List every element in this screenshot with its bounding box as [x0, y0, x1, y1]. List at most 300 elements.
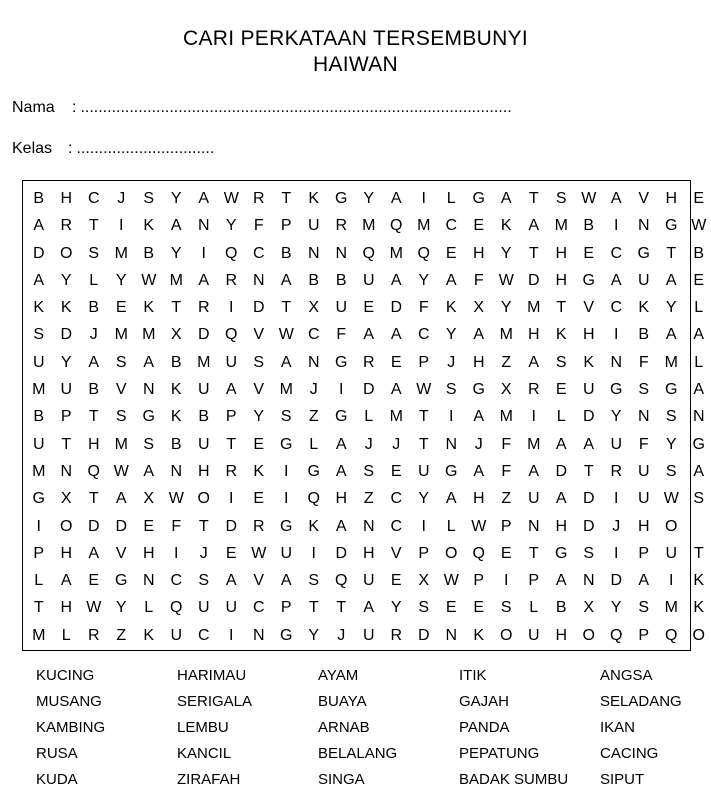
- grid-letter[interactable]: W: [278, 326, 294, 344]
- grid-letter[interactable]: A: [88, 353, 100, 371]
- grid-letter[interactable]: J: [612, 517, 621, 535]
- grid-letter[interactable]: A: [665, 271, 677, 289]
- grid-letter[interactable]: N: [527, 517, 540, 535]
- grid-letter[interactable]: T: [693, 544, 704, 562]
- grid-letter[interactable]: S: [115, 408, 127, 426]
- grid-letter[interactable]: S: [638, 381, 650, 399]
- grid-letter[interactable]: H: [197, 462, 210, 480]
- grid-letter[interactable]: Y: [445, 326, 457, 344]
- grid-letter[interactable]: A: [528, 217, 540, 235]
- grid-letter[interactable]: F: [473, 271, 484, 289]
- grid-letter[interactable]: A: [363, 599, 375, 617]
- grid-letter[interactable]: T: [171, 299, 182, 317]
- grid-letter[interactable]: M: [32, 381, 46, 399]
- grid-letter[interactable]: D: [32, 244, 45, 262]
- grid-letter[interactable]: I: [284, 462, 289, 480]
- grid-letter[interactable]: T: [528, 190, 539, 207]
- grid-letter[interactable]: Y: [308, 626, 320, 644]
- grid-letter[interactable]: D: [362, 381, 375, 399]
- grid-letter[interactable]: G: [582, 271, 595, 289]
- grid-letter[interactable]: R: [335, 217, 348, 235]
- grid-letter[interactable]: U: [307, 217, 320, 235]
- grid-letter[interactable]: Y: [418, 490, 430, 508]
- grid-letter[interactable]: J: [364, 435, 373, 453]
- grid-letter[interactable]: Y: [418, 271, 430, 289]
- grid-letter[interactable]: M: [664, 353, 678, 371]
- grid-letter[interactable]: E: [473, 599, 485, 617]
- grid-letter[interactable]: H: [555, 271, 568, 289]
- grid-letter[interactable]: E: [363, 299, 375, 317]
- grid-letter[interactable]: Y: [60, 271, 72, 289]
- grid-letter[interactable]: K: [693, 599, 705, 617]
- grid-letter[interactable]: M: [114, 326, 128, 344]
- grid-letter[interactable]: Y: [665, 299, 677, 317]
- grid-letter[interactable]: S: [665, 408, 677, 426]
- grid-letter[interactable]: E: [225, 544, 237, 562]
- grid-letter[interactable]: P: [418, 544, 430, 562]
- grid-letter[interactable]: U: [582, 381, 595, 399]
- grid-letter[interactable]: J: [337, 626, 346, 644]
- grid-letter[interactable]: K: [33, 299, 45, 317]
- grid-letter[interactable]: N: [252, 271, 265, 289]
- grid-letter[interactable]: L: [446, 190, 456, 207]
- grid-letter[interactable]: A: [363, 326, 375, 344]
- grid-letter[interactable]: C: [87, 190, 100, 207]
- grid-letter[interactable]: Y: [610, 599, 622, 617]
- grid-letter[interactable]: S: [445, 381, 457, 399]
- grid-letter[interactable]: M: [142, 326, 156, 344]
- grid-letter[interactable]: G: [32, 490, 45, 508]
- grid-letter[interactable]: U: [665, 544, 678, 562]
- grid-letter[interactable]: U: [335, 299, 348, 317]
- grid-letter[interactable]: C: [445, 217, 458, 235]
- grid-letter[interactable]: X: [500, 381, 512, 399]
- grid-letter[interactable]: M: [554, 217, 568, 235]
- grid-letter[interactable]: S: [143, 435, 155, 453]
- grid-letter[interactable]: Q: [335, 572, 348, 590]
- grid-letter[interactable]: S: [198, 572, 210, 590]
- grid-letter[interactable]: Q: [417, 244, 430, 262]
- grid-letter[interactable]: K: [143, 217, 155, 235]
- grid-letter[interactable]: C: [252, 244, 265, 262]
- grid-letter[interactable]: X: [308, 299, 320, 317]
- name-field[interactable]: [12, 98, 512, 118]
- grid-letter[interactable]: D: [527, 271, 540, 289]
- grid-letter[interactable]: R: [252, 517, 265, 535]
- grid-letter[interactable]: X: [583, 599, 595, 617]
- grid-letter[interactable]: M: [362, 217, 376, 235]
- grid-letter[interactable]: T: [666, 244, 677, 262]
- grid-letter[interactable]: F: [501, 462, 512, 480]
- grid-letter[interactable]: V: [115, 381, 127, 399]
- grid-letter[interactable]: A: [280, 572, 292, 590]
- grid-letter[interactable]: A: [198, 271, 210, 289]
- grid-letter[interactable]: Y: [363, 190, 375, 207]
- grid-letter[interactable]: E: [583, 244, 595, 262]
- grid-letter[interactable]: I: [229, 626, 234, 644]
- grid-letter[interactable]: S: [500, 599, 512, 617]
- grid-letter[interactable]: G: [142, 408, 155, 426]
- grid-letter[interactable]: O: [582, 626, 595, 644]
- grid-letter[interactable]: B: [88, 299, 100, 317]
- grid-letter[interactable]: N: [197, 217, 210, 235]
- grid-letter[interactable]: E: [390, 353, 402, 371]
- grid-letter[interactable]: I: [174, 544, 179, 562]
- grid-letter[interactable]: K: [143, 626, 155, 644]
- grid-letter[interactable]: I: [614, 490, 619, 508]
- grid-letter[interactable]: W: [416, 381, 432, 399]
- grid-letter[interactable]: Q: [362, 244, 375, 262]
- grid-letter[interactable]: G: [665, 381, 678, 399]
- grid-letter[interactable]: U: [637, 271, 650, 289]
- grid-letter[interactable]: H: [472, 490, 485, 508]
- grid-letter[interactable]: W: [691, 217, 707, 235]
- grid-letter[interactable]: T: [556, 299, 567, 317]
- grid-letter[interactable]: L: [364, 408, 374, 426]
- grid-letter[interactable]: M: [169, 271, 183, 289]
- grid-letter[interactable]: S: [88, 244, 100, 262]
- grid-letter[interactable]: U: [362, 271, 375, 289]
- grid-letter[interactable]: P: [638, 626, 650, 644]
- grid-letter[interactable]: I: [531, 408, 536, 426]
- grid-letter[interactable]: Y: [253, 408, 265, 426]
- grid-letter[interactable]: P: [473, 572, 485, 590]
- grid-letter[interactable]: D: [417, 626, 430, 644]
- grid-letter[interactable]: E: [693, 271, 705, 289]
- grid-letter[interactable]: G: [115, 572, 128, 590]
- grid-letter[interactable]: H: [555, 244, 568, 262]
- grid-letter[interactable]: E: [473, 217, 485, 235]
- grid-letter[interactable]: T: [88, 408, 99, 426]
- grid-letter[interactable]: J: [89, 326, 98, 344]
- grid-letter[interactable]: P: [638, 544, 650, 562]
- grid-letter[interactable]: J: [199, 544, 208, 562]
- grid-letter[interactable]: U: [637, 462, 650, 480]
- grid-letter[interactable]: Y: [60, 353, 72, 371]
- grid-letter[interactable]: A: [143, 462, 155, 480]
- grid-letter[interactable]: E: [500, 544, 512, 562]
- grid-letter[interactable]: B: [198, 408, 210, 426]
- grid-letter[interactable]: I: [669, 572, 674, 590]
- grid-letter[interactable]: T: [418, 435, 429, 453]
- grid-letter[interactable]: I: [36, 517, 41, 535]
- grid-letter[interactable]: G: [665, 217, 678, 235]
- grid-letter[interactable]: V: [638, 190, 650, 207]
- grid-letter[interactable]: P: [280, 599, 292, 617]
- grid-letter[interactable]: Z: [501, 353, 512, 371]
- grid-letter[interactable]: I: [614, 326, 619, 344]
- grid-letter[interactable]: A: [638, 572, 650, 590]
- grid-letter[interactable]: K: [60, 299, 72, 317]
- grid-letter[interactable]: D: [610, 572, 623, 590]
- grid-letter[interactable]: C: [610, 299, 623, 317]
- grid-letter[interactable]: N: [445, 626, 458, 644]
- grid-letter[interactable]: B: [555, 599, 567, 617]
- grid-letter[interactable]: E: [253, 435, 265, 453]
- grid-letter[interactable]: F: [336, 326, 347, 344]
- grid-letter[interactable]: E: [253, 490, 265, 508]
- grid-letter[interactable]: T: [88, 217, 99, 235]
- grid-letter[interactable]: Q: [610, 626, 623, 644]
- grid-letter[interactable]: F: [171, 517, 182, 535]
- grid-letter[interactable]: D: [582, 490, 595, 508]
- grid-letter[interactable]: V: [115, 544, 127, 562]
- grid-letter[interactable]: N: [335, 244, 348, 262]
- grid-letter[interactable]: Z: [501, 490, 512, 508]
- grid-letter[interactable]: K: [638, 299, 650, 317]
- grid-letter[interactable]: U: [170, 626, 183, 644]
- grid-letter[interactable]: J: [309, 381, 318, 399]
- grid-letter[interactable]: D: [582, 408, 595, 426]
- grid-letter[interactable]: B: [170, 353, 182, 371]
- grid-letter[interactable]: B: [88, 381, 100, 399]
- grid-letter[interactable]: A: [170, 217, 182, 235]
- grid-letter[interactable]: I: [119, 217, 124, 235]
- grid-letter[interactable]: A: [528, 353, 540, 371]
- grid-letter[interactable]: A: [390, 190, 402, 207]
- grid-letter[interactable]: N: [362, 517, 375, 535]
- grid-letter[interactable]: U: [362, 626, 375, 644]
- grid-letter[interactable]: V: [390, 544, 402, 562]
- grid-letter[interactable]: T: [61, 435, 72, 453]
- grid-letter[interactable]: W: [581, 190, 597, 207]
- grid-letter[interactable]: J: [117, 190, 126, 207]
- grid-letter[interactable]: W: [471, 517, 487, 535]
- grid-letter[interactable]: A: [280, 353, 292, 371]
- grid-letter[interactable]: S: [638, 599, 650, 617]
- grid-letter[interactable]: A: [473, 326, 485, 344]
- grid-letter[interactable]: K: [555, 326, 567, 344]
- grid-letter[interactable]: I: [229, 490, 234, 508]
- grid-letter[interactable]: O: [60, 244, 73, 262]
- grid-letter[interactable]: U: [197, 381, 210, 399]
- grid-letter[interactable]: U: [637, 490, 650, 508]
- grid-letter[interactable]: M: [197, 353, 211, 371]
- grid-letter[interactable]: A: [390, 271, 402, 289]
- grid-letter[interactable]: E: [390, 572, 402, 590]
- grid-letter[interactable]: U: [60, 381, 73, 399]
- grid-letter[interactable]: G: [472, 190, 485, 207]
- grid-letter[interactable]: V: [253, 326, 265, 344]
- grid-letter[interactable]: K: [170, 381, 182, 399]
- grid-letter[interactable]: B: [280, 244, 292, 262]
- grid-letter[interactable]: R: [252, 190, 265, 207]
- grid-letter[interactable]: A: [280, 271, 292, 289]
- grid-letter[interactable]: P: [528, 572, 540, 590]
- grid-letter[interactable]: Y: [390, 599, 402, 617]
- grid-letter[interactable]: E: [115, 299, 127, 317]
- grid-letter[interactable]: Y: [225, 217, 237, 235]
- grid-letter[interactable]: G: [335, 190, 348, 207]
- grid-letter[interactable]: A: [555, 435, 567, 453]
- grid-letter[interactable]: T: [198, 517, 209, 535]
- grid-letter[interactable]: L: [446, 517, 456, 535]
- grid-letter[interactable]: M: [114, 435, 128, 453]
- grid-letter[interactable]: L: [89, 271, 99, 289]
- grid-letter[interactable]: A: [445, 271, 457, 289]
- class-blank-line[interactable]: ...............................: [76, 140, 215, 157]
- grid-letter[interactable]: U: [527, 490, 540, 508]
- grid-letter[interactable]: A: [473, 462, 485, 480]
- grid-letter[interactable]: E: [390, 462, 402, 480]
- grid-letter[interactable]: U: [527, 626, 540, 644]
- grid-letter[interactable]: G: [335, 408, 348, 426]
- grid-letter[interactable]: N: [170, 462, 183, 480]
- grid-letter[interactable]: G: [472, 381, 485, 399]
- grid-letter[interactable]: U: [280, 544, 293, 562]
- grid-letter[interactable]: M: [389, 408, 403, 426]
- grid-letter[interactable]: A: [500, 190, 512, 207]
- grid-letter[interactable]: M: [499, 408, 513, 426]
- grid-letter[interactable]: D: [87, 517, 100, 535]
- grid-letter[interactable]: S: [418, 599, 430, 617]
- grid-letter[interactable]: W: [113, 462, 129, 480]
- grid-letter[interactable]: T: [336, 599, 347, 617]
- grid-letter[interactable]: G: [692, 435, 705, 453]
- grid-letter[interactable]: T: [528, 244, 539, 262]
- grid-letter[interactable]: O: [665, 517, 678, 535]
- grid-letter[interactable]: H: [637, 517, 650, 535]
- grid-letter[interactable]: Q: [170, 599, 183, 617]
- grid-letter[interactable]: A: [115, 490, 127, 508]
- grid-letter[interactable]: T: [33, 599, 44, 617]
- grid-letter[interactable]: W: [86, 599, 102, 617]
- grid-letter[interactable]: R: [60, 217, 73, 235]
- grid-letter[interactable]: K: [500, 217, 512, 235]
- grid-letter[interactable]: D: [197, 326, 210, 344]
- grid-letter[interactable]: U: [32, 435, 45, 453]
- grid-letter[interactable]: D: [555, 462, 568, 480]
- grid-letter[interactable]: V: [253, 381, 265, 399]
- grid-letter[interactable]: A: [473, 408, 485, 426]
- grid-letter[interactable]: R: [197, 299, 210, 317]
- grid-letter[interactable]: M: [527, 299, 541, 317]
- grid-letter[interactable]: G: [280, 517, 293, 535]
- grid-letter[interactable]: W: [498, 271, 514, 289]
- grid-letter[interactable]: Y: [665, 435, 677, 453]
- grid-letter[interactable]: O: [500, 626, 513, 644]
- grid-letter[interactable]: H: [472, 244, 485, 262]
- class-field[interactable]: [12, 139, 214, 159]
- grid-letter[interactable]: V: [583, 299, 595, 317]
- grid-letter[interactable]: A: [693, 381, 705, 399]
- grid-letter[interactable]: A: [88, 544, 100, 562]
- grid-letter[interactable]: Q: [307, 490, 320, 508]
- grid-letter[interactable]: E: [693, 190, 705, 207]
- grid-letter[interactable]: I: [421, 190, 426, 207]
- grid-letter[interactable]: D: [115, 517, 128, 535]
- grid-letter[interactable]: A: [583, 435, 595, 453]
- grid-letter[interactable]: U: [197, 435, 210, 453]
- grid-letter[interactable]: I: [421, 517, 426, 535]
- grid-letter[interactable]: C: [390, 517, 403, 535]
- grid-letter[interactable]: G: [445, 462, 458, 480]
- grid-letter[interactable]: E: [88, 572, 100, 590]
- grid-letter[interactable]: T: [281, 190, 292, 207]
- grid-letter[interactable]: O: [197, 490, 210, 508]
- grid-letter[interactable]: M: [527, 435, 541, 453]
- grid-letter[interactable]: G: [555, 544, 568, 562]
- grid-letter[interactable]: A: [335, 462, 347, 480]
- grid-letter[interactable]: J: [474, 435, 483, 453]
- grid-letter[interactable]: E: [143, 517, 155, 535]
- grid-letter[interactable]: B: [308, 271, 320, 289]
- grid-letter[interactable]: A: [693, 326, 705, 344]
- grid-letter[interactable]: B: [143, 244, 155, 262]
- grid-letter[interactable]: H: [87, 435, 100, 453]
- grid-letter[interactable]: W: [141, 271, 157, 289]
- grid-letter[interactable]: P: [418, 353, 430, 371]
- name-blank-line[interactable]: .................................................................................................: [80, 99, 512, 116]
- grid-letter[interactable]: K: [308, 517, 320, 535]
- grid-letter[interactable]: R: [87, 626, 100, 644]
- grid-letter[interactable]: H: [472, 353, 485, 371]
- grid-letter[interactable]: S: [555, 190, 567, 207]
- grid-letter[interactable]: M: [389, 244, 403, 262]
- grid-letter[interactable]: S: [33, 326, 45, 344]
- grid-letter[interactable]: I: [614, 544, 619, 562]
- grid-letter[interactable]: A: [390, 326, 402, 344]
- grid-letter[interactable]: R: [390, 626, 403, 644]
- grid-letter[interactable]: M: [664, 599, 678, 617]
- grid-letter[interactable]: A: [445, 490, 457, 508]
- grid-letter[interactable]: P: [33, 544, 45, 562]
- grid-letter[interactable]: A: [665, 326, 677, 344]
- grid-letter[interactable]: P: [60, 408, 72, 426]
- grid-letter[interactable]: Y: [610, 408, 622, 426]
- grid-letter[interactable]: L: [529, 599, 539, 617]
- grid-letter[interactable]: S: [115, 353, 127, 371]
- grid-letter[interactable]: M: [32, 462, 46, 480]
- grid-letter[interactable]: L: [556, 408, 566, 426]
- grid-letter[interactable]: N: [60, 462, 73, 480]
- grid-letter[interactable]: C: [197, 626, 210, 644]
- grid-letter[interactable]: N: [692, 408, 705, 426]
- grid-letter[interactable]: H: [555, 626, 568, 644]
- grid-letter[interactable]: Z: [308, 408, 319, 426]
- grid-letter[interactable]: H: [142, 544, 155, 562]
- grid-letter[interactable]: O: [445, 544, 458, 562]
- grid-letter[interactable]: D: [390, 299, 403, 317]
- grid-letter[interactable]: U: [225, 353, 238, 371]
- grid-letter[interactable]: E: [555, 381, 567, 399]
- grid-letter[interactable]: A: [693, 462, 705, 480]
- grid-letter[interactable]: O: [692, 626, 705, 644]
- grid-letter[interactable]: X: [60, 490, 72, 508]
- grid-letter[interactable]: H: [60, 599, 73, 617]
- grid-letter[interactable]: K: [253, 462, 265, 480]
- grid-letter[interactable]: H: [665, 190, 678, 207]
- grid-letter[interactable]: N: [582, 572, 595, 590]
- grid-letter[interactable]: M: [279, 381, 293, 399]
- grid-letter[interactable]: D: [335, 544, 348, 562]
- grid-letter[interactable]: D: [252, 299, 265, 317]
- grid-letter[interactable]: C: [170, 572, 183, 590]
- grid-letter[interactable]: S: [555, 353, 567, 371]
- grid-letter[interactable]: G: [637, 244, 650, 262]
- grid-letter[interactable]: M: [417, 217, 431, 235]
- grid-letter[interactable]: D: [60, 326, 73, 344]
- grid-letter[interactable]: K: [583, 353, 595, 371]
- grid-letter[interactable]: Y: [115, 599, 127, 617]
- grid-letter[interactable]: N: [637, 408, 650, 426]
- grid-letter[interactable]: N: [445, 435, 458, 453]
- grid-letter[interactable]: T: [281, 299, 292, 317]
- grid-letter[interactable]: Y: [115, 271, 127, 289]
- grid-letter[interactable]: X: [170, 326, 182, 344]
- grid-letter[interactable]: G: [307, 462, 320, 480]
- grid-letter[interactable]: J: [392, 435, 401, 453]
